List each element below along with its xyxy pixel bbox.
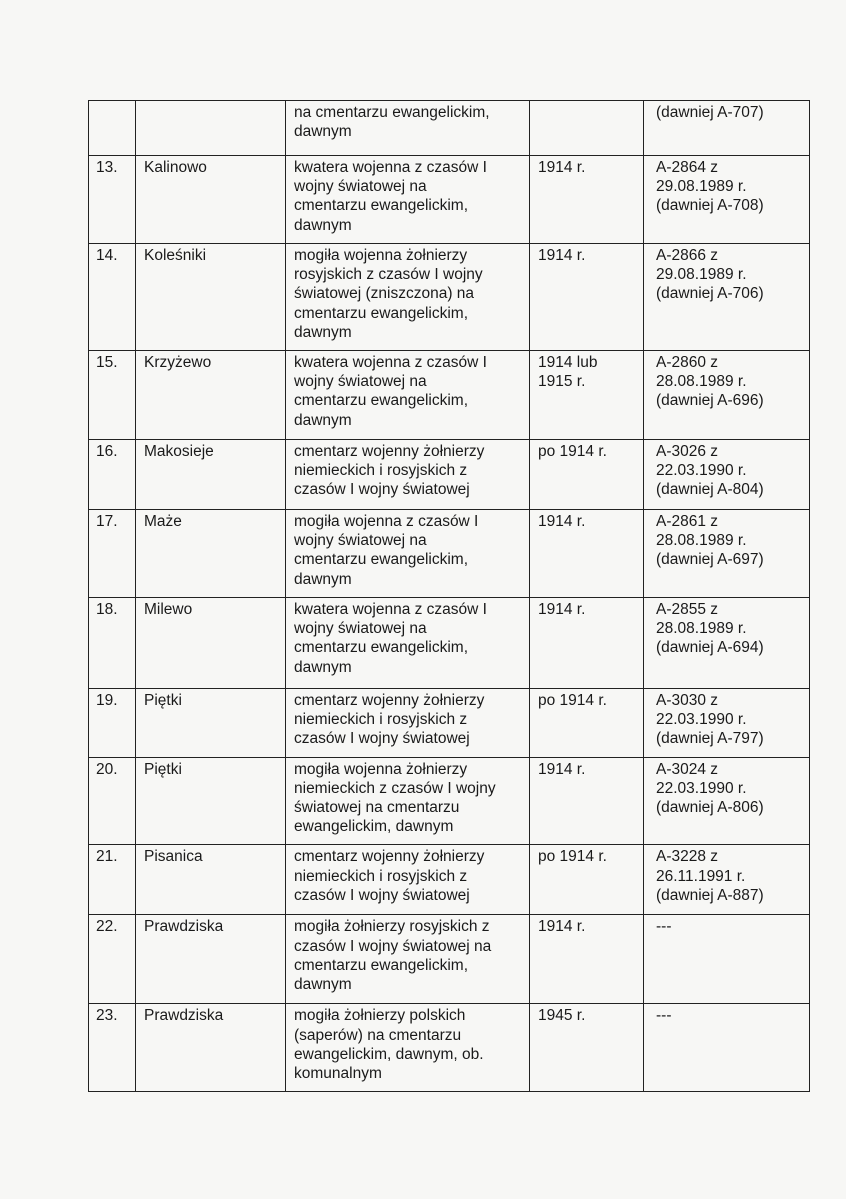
row-number-cell: 22. xyxy=(89,915,136,1004)
description-cell: kwatera wojenna z czasów I wojny światowej na cmentarzu ewangelickim, dawnym xyxy=(286,156,530,244)
locality-cell: Maże xyxy=(136,510,286,598)
row-number-cell: 15. xyxy=(89,351,136,440)
locality-cell: Krzyżewo xyxy=(136,351,286,440)
date-cell: 1914 r. xyxy=(530,598,644,689)
row-number-cell: 13. xyxy=(89,156,136,244)
table-row xyxy=(89,510,810,598)
register-number-cell: --- xyxy=(644,915,810,1004)
register-number-cell: A-3026 z 22.03.1990 r. (dawniej A-804) xyxy=(644,440,810,510)
row-number-cell: 20. xyxy=(89,757,136,845)
row-number-cell xyxy=(89,101,136,156)
locality-cell: Kalinowo xyxy=(136,156,286,244)
description-cell: mogiła żołnierzy rosyjskich z czasów I wojny światowej na cmentarzu ewangelickim, dawnym xyxy=(286,915,530,1004)
description-cell: cmentarz wojenny żołnierzy niemieckich i rosyjskich z czasów I wojny światowej xyxy=(286,689,530,758)
monument-register-table xyxy=(88,100,810,1092)
locality-cell: Koleśniki xyxy=(136,244,286,351)
date-cell: 1914 r. xyxy=(530,915,644,1004)
table-row xyxy=(89,845,810,915)
register-number-cell: (dawniej A-707) xyxy=(644,101,810,156)
locality-cell: Piętki xyxy=(136,689,286,758)
register-number-cell: A-2860 z 28.08.1989 r. (dawniej A-696) xyxy=(644,351,810,440)
description-cell: cmentarz wojenny żołnierzy niemieckich i rosyjskich z czasów I wojny światowej xyxy=(286,845,530,915)
register-number-cell: A-3024 z 22.03.1990 r. (dawniej A-806) xyxy=(644,757,810,845)
table-row xyxy=(89,915,810,1004)
register-number-cell: A-2866 z 29.08.1989 r. (dawniej A-706) xyxy=(644,244,810,351)
table-row xyxy=(89,757,810,845)
locality-cell xyxy=(136,101,286,156)
row-number-cell: 14. xyxy=(89,244,136,351)
table-row xyxy=(89,244,810,351)
table-body xyxy=(89,101,810,1092)
date-cell: po 1914 r. xyxy=(530,845,644,915)
date-cell: 1914 r. xyxy=(530,757,644,845)
row-number-cell: 16. xyxy=(89,440,136,510)
register-number-cell: --- xyxy=(644,1004,810,1092)
row-number-cell: 23. xyxy=(89,1004,136,1092)
table-row xyxy=(89,440,810,510)
date-cell: 1914 r. xyxy=(530,510,644,598)
date-cell: 1945 r. xyxy=(530,1004,644,1092)
description-cell: kwatera wojenna z czasów I wojny światowej na cmentarzu ewangelickim, dawnym xyxy=(286,598,530,689)
table-row xyxy=(89,1004,810,1092)
date-cell: 1914 lub 1915 r. xyxy=(530,351,644,440)
locality-cell: Prawdziska xyxy=(136,1004,286,1092)
table-row xyxy=(89,156,810,244)
date-cell: po 1914 r. xyxy=(530,689,644,758)
description-cell: mogiła wojenna z czasów I wojny światowej na cmentarzu ewangelickim, dawnym xyxy=(286,510,530,598)
locality-cell: Makosieje xyxy=(136,440,286,510)
locality-cell: Milewo xyxy=(136,598,286,689)
description-cell: cmentarz wojenny żołnierzy niemieckich i rosyjskich z czasów I wojny światowej xyxy=(286,440,530,510)
date-cell: po 1914 r. xyxy=(530,440,644,510)
register-number-cell: A-2855 z 28.08.1989 r. (dawniej A-694) xyxy=(644,598,810,689)
row-number-cell: 19. xyxy=(89,689,136,758)
row-number-cell: 18. xyxy=(89,598,136,689)
date-cell: 1914 r. xyxy=(530,156,644,244)
row-number-cell: 17. xyxy=(89,510,136,598)
description-cell: mogiła żołnierzy polskich (saperów) na cmentarzu ewangelickim, dawnym, ob. komunalnym xyxy=(286,1004,530,1092)
table-row xyxy=(89,351,810,440)
date-cell: 1914 r. xyxy=(530,244,644,351)
description-cell: na cmentarzu ewangelickim, dawnym xyxy=(286,101,530,156)
table-row xyxy=(89,598,810,689)
register-number-cell: A-3228 z 26.11.1991 r. (dawniej A-887) xyxy=(644,845,810,915)
register-number-cell: A-2864 z 29.08.1989 r. (dawniej A-708) xyxy=(644,156,810,244)
register-number-cell: A-3030 z 22.03.1990 r. (dawniej A-797) xyxy=(644,689,810,758)
table-row xyxy=(89,689,810,758)
description-cell: mogiła wojenna żołnierzy rosyjskich z czasów I wojny światowej (zniszczona) na cmentarzu ewangelickim, dawnym xyxy=(286,244,530,351)
table-row xyxy=(89,101,810,156)
description-cell: kwatera wojenna z czasów I wojny światowej na cmentarzu ewangelickim, dawnym xyxy=(286,351,530,440)
date-cell xyxy=(530,101,644,156)
locality-cell: Pisanica xyxy=(136,845,286,915)
register-number-cell: A-2861 z 28.08.1989 r. (dawniej A-697) xyxy=(644,510,810,598)
locality-cell: Prawdziska xyxy=(136,915,286,1004)
description-cell: mogiła wojenna żołnierzy niemieckich z czasów I wojny światowej na cmentarzu ewangelickim, dawnym xyxy=(286,757,530,845)
locality-cell: Piętki xyxy=(136,757,286,845)
row-number-cell: 21. xyxy=(89,845,136,915)
